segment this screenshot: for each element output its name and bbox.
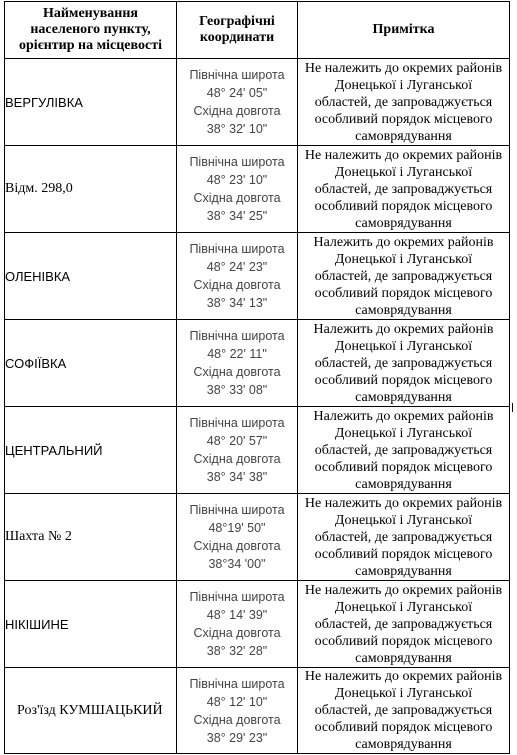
latitude-value: 48° 12' 10" <box>206 694 268 709</box>
longitude-value: 38° 34' 13" <box>206 296 268 310</box>
table-row <box>5 581 510 668</box>
note-cell: Належить до окремих районів Донецької і Луганської областей, де запроваджується особливий порядок місцевого самоврядування <box>298 320 510 407</box>
coordinates-cell <box>177 407 298 494</box>
header-geo-coordinates: Географічні координати <box>177 2 298 59</box>
coordinates-cell <box>177 494 298 581</box>
longitude-label: Східна довгота <box>193 191 281 205</box>
settlement-name: Шахта № 2 <box>5 494 177 581</box>
coordinates-cell <box>177 59 298 146</box>
note-cell: Не належить до окремих районів Донецької і Луганської областей, де запроваджується особливий порядок місцевого самоврядування <box>298 494 510 581</box>
latitude-label: Північна широта <box>189 676 285 691</box>
note-cell: Не належить до окремих районів Донецької і Луганської областей, де запроваджується особливий порядок місцевого самоврядування <box>298 59 510 146</box>
latitude-label: Північна широта <box>189 503 285 517</box>
longitude-value: 38° 29' 23" <box>206 730 268 745</box>
latitude-value: 48° 24' 05" <box>206 86 268 100</box>
longitude-label: Східна довгота <box>193 365 281 379</box>
table-header-row <box>5 2 510 59</box>
latitude-value: 48° 24' 23" <box>206 260 268 274</box>
longitude-label: Східна довгота <box>193 626 281 640</box>
settlements-coordinates-table <box>4 1 510 754</box>
text-cursor <box>512 403 513 412</box>
header-settlement-name: Найменування населеного пункту, орієнтир на місцевості <box>5 2 177 59</box>
note-cell: Належить до окремих районів Донецької і Луганської областей, де запроваджується особливий порядок місцевого самоврядування <box>298 407 510 494</box>
latitude-label: Північна широта <box>189 242 285 256</box>
coordinates-cell <box>177 146 298 233</box>
latitude-label: Північна широта <box>189 590 285 604</box>
latitude-value: 48°19' 50" <box>208 521 266 535</box>
note-cell: Не належить до окремих районів Донецької і Луганської областей, де запроваджується особливий порядок місцевого самоврядування <box>298 668 510 754</box>
table-row <box>5 233 510 320</box>
note-cell: Належить до окремих районів Донецької і Луганської областей, де запроваджується особливий порядок місцевого самоврядування <box>298 233 510 320</box>
header-note: Примітка <box>298 2 510 59</box>
note-cell: Не належить до окремих районів Донецької і Луганської областей, де запроваджується особливий порядок місцевого самоврядування <box>298 146 510 233</box>
latitude-value: 48° 14' 39" <box>206 608 268 622</box>
coordinates-cell <box>177 320 298 407</box>
table-row <box>5 407 510 494</box>
table-row <box>5 320 510 407</box>
longitude-value: 38°34 '00" <box>208 557 266 571</box>
longitude-value: 38° 34' 25" <box>206 209 268 223</box>
settlement-name: ЦЕНТРАЛЬНИЙ <box>5 407 177 494</box>
table-row <box>5 59 510 146</box>
coordinates-cell <box>177 233 298 320</box>
coordinates-cell <box>177 668 298 754</box>
longitude-value: 38° 32' 28" <box>206 644 268 658</box>
table-row <box>5 146 510 233</box>
settlement-name: ВЕРГУЛІВКА <box>5 59 177 146</box>
settlement-name: Відм. 298,0 <box>5 146 177 233</box>
table-row <box>5 494 510 581</box>
latitude-value: 48° 20' 57" <box>206 434 268 448</box>
longitude-label: Східна довгота <box>193 104 281 118</box>
longitude-label: Східна довгота <box>193 452 281 466</box>
latitude-label: Північна широта <box>189 155 285 169</box>
latitude-label: Північна широта <box>189 329 285 343</box>
longitude-label: Східна довгота <box>193 539 281 553</box>
longitude-label: Східна довгота <box>193 712 281 727</box>
settlement-name: НІКІШИНЕ <box>5 581 177 668</box>
latitude-value: 48° 23' 10" <box>206 173 268 187</box>
settlement-name: Роз'їзд КУМШАЦЬКИЙ <box>5 668 177 754</box>
settlement-name: СОФІЇВКА <box>5 320 177 407</box>
latitude-label: Північна широта <box>189 416 285 430</box>
latitude-value: 48° 22' 11" <box>207 347 267 361</box>
table-row <box>5 668 510 754</box>
coordinates-cell <box>177 581 298 668</box>
latitude-label: Північна широта <box>189 68 285 82</box>
settlement-name: ОЛЕНІВКА <box>5 233 177 320</box>
longitude-value: 38° 34' 38" <box>206 470 268 484</box>
longitude-value: 38° 33' 08" <box>206 383 268 397</box>
note-cell: Не належить до окремих районів Донецької і Луганської областей, де запроваджується особливий порядок місцевого самоврядування <box>298 581 510 668</box>
longitude-label: Східна довгота <box>193 278 281 292</box>
longitude-value: 38° 32' 10" <box>206 122 268 136</box>
